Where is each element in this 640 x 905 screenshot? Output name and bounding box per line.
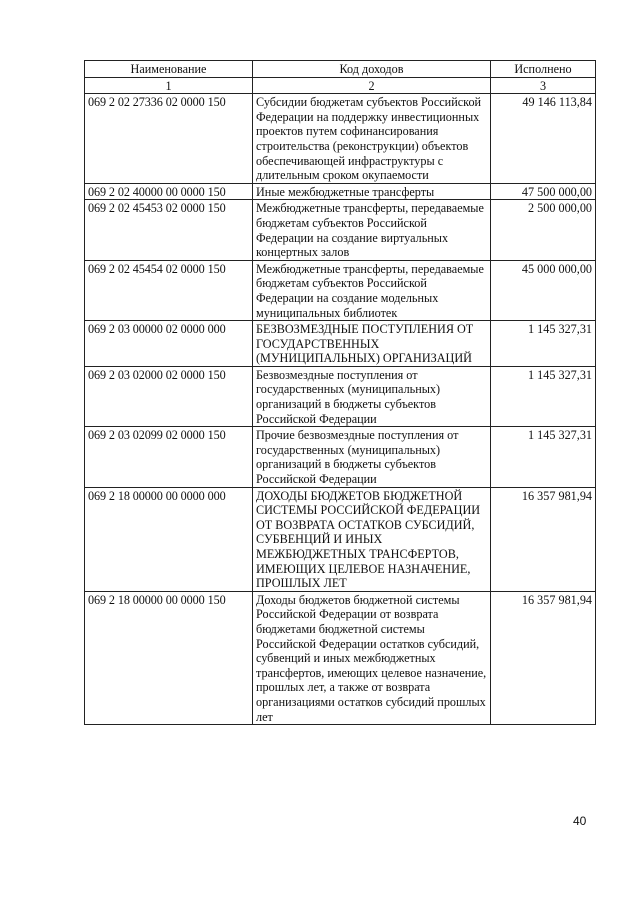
column-number: 1	[85, 77, 253, 94]
row-code: 069 2 03 02000 02 0000 150	[85, 366, 253, 426]
table-row	[85, 321, 596, 367]
row-code: 069 2 18 00000 00 0000 150	[85, 591, 253, 724]
row-code: 069 2 02 45454 02 0000 150	[85, 260, 253, 320]
row-amount: 1 145 327,31	[491, 366, 596, 426]
table-row	[85, 260, 596, 320]
table-row	[85, 200, 596, 260]
table-row	[85, 94, 596, 184]
page-number: 40	[573, 814, 587, 828]
table-row	[85, 366, 596, 426]
row-code: 069 2 02 45453 02 0000 150	[85, 200, 253, 260]
row-code: 069 2 03 00000 02 0000 000	[85, 321, 253, 367]
table-row	[85, 183, 596, 200]
row-code: 069 2 02 40000 00 0000 150	[85, 183, 253, 200]
revenue-table	[84, 60, 596, 725]
row-amount: 2 500 000,00	[491, 200, 596, 260]
table-row	[85, 427, 596, 487]
row-name: Доходы бюджетов бюджетной системы Российской Федерации от возврата бюджетами бюджетной системы Российской Федерации остатков субсидий, субвенций и иных межбюджетных трансфертов, имеющих целевое назначение, прошлых лет, а также от возврата организациями остатков субсидий прошлых лет	[253, 591, 491, 724]
row-name: БЕЗВОЗМЕЗДНЫЕ ПОСТУПЛЕНИЯ ОТ ГОСУДАРСТВЕННЫХ (МУНИЦИПАЛЬНЫХ) ОРГАНИЗАЦИЙ	[253, 321, 491, 367]
row-name: ДОХОДЫ БЮДЖЕТОВ БЮДЖЕТНОЙ СИСТЕМЫ РОССИЙСКОЙ ФЕДЕРАЦИИ ОТ ВОЗВРАТА ОСТАТКОВ СУБСИДИЙ, СУБВЕНЦИЙ И ИНЫХ МЕЖБЮДЖЕТНЫХ ТРАНСФЕРТОВ, ИМЕЮЩИХ ЦЕЛЕВОЕ НАЗНАЧЕНИЕ, ПРОШЛЫХ ЛЕТ	[253, 487, 491, 591]
row-name: Безвозмездные поступления от государственных (муниципальных) организаций в бюджеты субъектов Российской Федерации	[253, 366, 491, 426]
row-name: Иные межбюджетные трансферты	[253, 183, 491, 200]
row-amount: 16 357 981,94	[491, 487, 596, 591]
column-number-row	[85, 77, 596, 94]
row-amount: 1 145 327,31	[491, 427, 596, 487]
row-name: Субсидии бюджетам субъектов Российской Федерации на поддержку инвестиционных проектов путем софинансирования строительства (реконструкции) объектов обеспечивающей инфраструктуры с длительным сроком окупаемости	[253, 94, 491, 184]
table-row	[85, 487, 596, 591]
column-number: 3	[491, 77, 596, 94]
header-name: Наименование	[85, 61, 253, 78]
row-amount: 16 357 981,94	[491, 591, 596, 724]
row-amount: 1 145 327,31	[491, 321, 596, 367]
header-executed: Исполнено	[491, 61, 596, 78]
row-amount: 49 146 113,84	[491, 94, 596, 184]
row-code: 069 2 02 27336 02 0000 150	[85, 94, 253, 184]
row-name: Прочие безвозмездные поступления от государственных (муниципальных) организаций в бюджеты субъектов Российской Федерации	[253, 427, 491, 487]
row-name: Межбюджетные трансферты, передаваемые бюджетам субъектов Российской Федерации на создание модельных муниципальных библиотек	[253, 260, 491, 320]
row-code: 069 2 03 02099 02 0000 150	[85, 427, 253, 487]
column-number: 2	[253, 77, 491, 94]
header-code: Код доходов	[253, 61, 491, 78]
header-row	[85, 61, 596, 78]
row-amount: 47 500 000,00	[491, 183, 596, 200]
row-amount: 45 000 000,00	[491, 260, 596, 320]
row-name: Межбюджетные трансферты, передаваемые бюджетам субъектов Российской Федерации на создание виртуальных концертных залов	[253, 200, 491, 260]
row-code: 069 2 18 00000 00 0000 000	[85, 487, 253, 591]
table-row	[85, 591, 596, 724]
